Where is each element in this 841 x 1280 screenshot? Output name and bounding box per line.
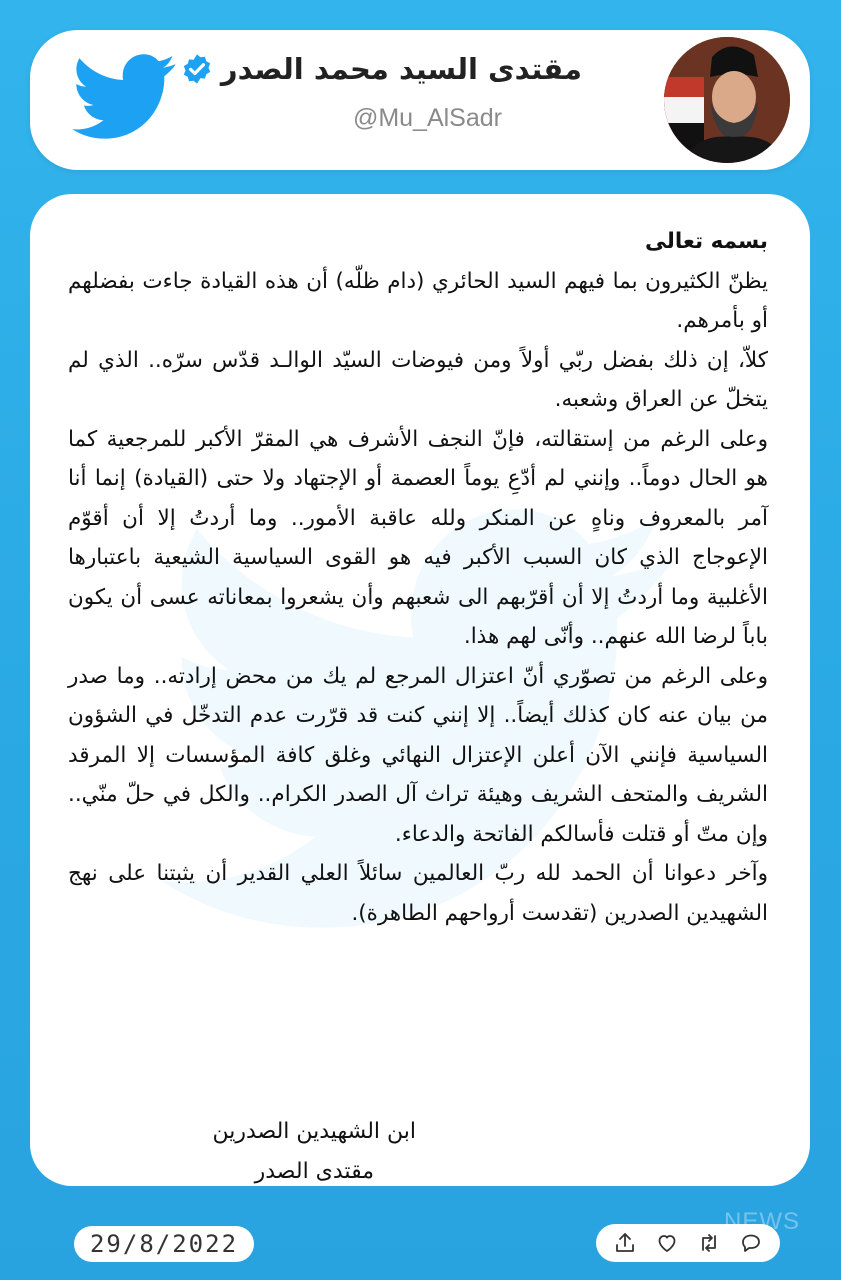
tweet-paragraph-3: وعلى الرغم من إستقالته، فإنّ النجف الأشرف هي المقرّ الأكبر للمرجعية كما هو الحال دوماً.. وإنني لم أدّعِ يوماً العصمة أو الإجتهاد ولا حتى (القيادة) إنما أنا آمر بالمعروف وناهٍ عن المنكر ولله عاقبة الأمور.. وما أردتُ إلا أن أقوّم الإعوجاج الذي كان السبب الأكبر فيه هو القوى السياسية الشيعية باعتبارها الأغلبية وما أردتُ إلا أن أقرّبهم الى شعبهم وأن يشعروا بمعاناته عسى أن يكون باباً لرضا الله عنهم.. وأنّى لهم هذا. — [68, 426, 768, 649]
verified-badge-icon — [181, 53, 213, 85]
signature-line-2: مقتدى الصدر — [254, 1159, 374, 1184]
tweet-date: 29/8/2022 — [74, 1226, 254, 1262]
signature-line-1: ابن الشهيدين الصدرين — [212, 1119, 416, 1144]
user-handle[interactable]: @Mu_AlSadr — [352, 104, 502, 132]
name-row — [181, 52, 582, 86]
tweet-paragraph-4: وعلى الرغم من تصوّري أنّ اعتزال المرجع لم يك من محض إرادته.. وما صدر من بيان عنه كان كذلك أيضاً.. إلا إنني كنت قد قرّرت عدم التدخّل في الشؤون السياسية فإنني الآن أعلن الإعتزال النهائي وغلق كافة المؤسسات إلا المرقد الشريف والمتحف الشريف وهيئة تراث آل الصدر الكرام.. والكل في حلّ منّي.. وإن متّ أو قتلت فأسالكم الفاتحة والدعاء. — [68, 663, 768, 847]
news-watermark: NEWS — [724, 1208, 800, 1235]
tweet-paragraph-2: كلاّ، إن ذلك بفضل ربّي أولاً ومن فيوضات السيّد الوالـد قدّس سرّه.. الذي لم يتخلّ عن العراق وشعبه. — [68, 347, 768, 412]
share-icon[interactable] — [612, 1230, 638, 1256]
tweet-signature — [156, 1112, 416, 1186]
display-name[interactable]: مقتدى السيد محمد الصدر — [220, 52, 582, 86]
twitter-bird-icon — [72, 50, 177, 145]
retweet-icon[interactable] — [696, 1230, 722, 1256]
avatar[interactable] — [664, 37, 790, 163]
tweet-paragraph-1: يظنّ الكثيرون بما فيهم السيد الحائري (دام ظلّه) أن هذه القيادة جاءت بفضلهم أو بأمرهم. — [68, 268, 768, 333]
like-icon[interactable] — [654, 1230, 680, 1256]
tweet-card — [30, 194, 810, 1186]
tweet-text — [68, 222, 768, 933]
profile-header-card — [30, 30, 810, 170]
tweet-paragraph-5: وآخر دعوانا أن الحمد لله ربّ العالمين سائلاً العلي القدير أن يثبتنا على نهج الشهيدين الصدرين (تقدست أرواحهم الطاهرة). — [68, 861, 768, 926]
tweet-heading: بسمه تعالى — [645, 229, 768, 254]
avatar-image — [664, 37, 790, 163]
